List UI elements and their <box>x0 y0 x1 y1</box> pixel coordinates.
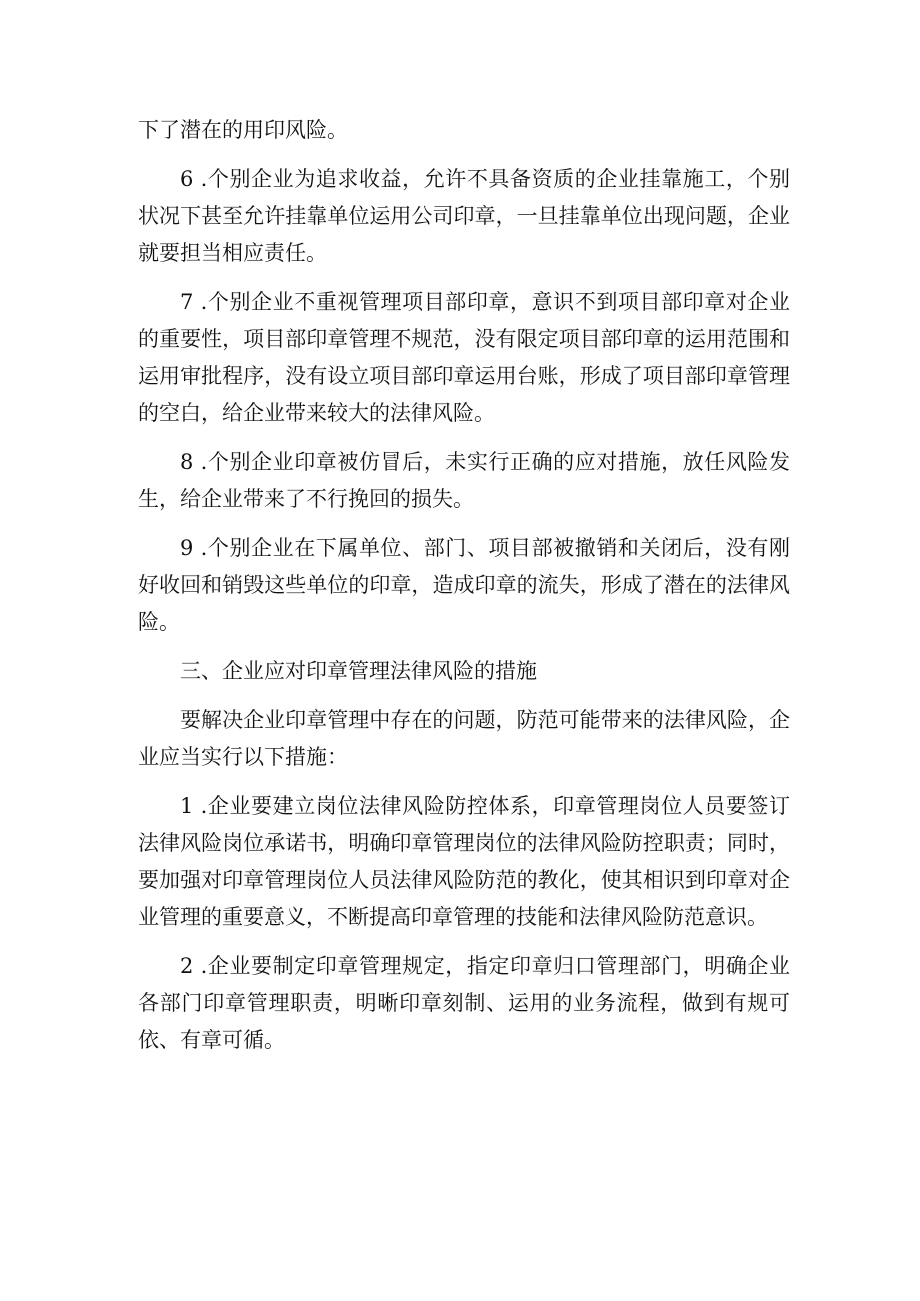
paragraph-item-7: 7 .个别企业不重视管理项目部印章，意识不到项目部印章对企业的重要性，项目部印章管理不规范，没有限定项目部印章的运用范围和运用审批程序，没有设立项目部印章运用台账，形成了项目部印章管理的空白，给企业带来较大的法律风险。 <box>138 290 790 425</box>
paragraph-item-9: 9 .个别企业在下属单位、部门、项目部被撤销和关闭后，没有刚好收回和销毁这些单位的印章，造成印章的流失，形成了潜在的法律风险。 <box>138 536 790 634</box>
paragraph-measure-1: 1 .企业要建立岗位法律风险防控体系，印章管理岗位人员要签订法律风险岗位承诺书，明确印章管理岗位的法律风险防控职责；同时，要加强对印章管理岗位人员法律风险防范的教化，使其相识到印章对企业管理的重要意义，不断提高印章管理的技能和法律风险防范意识。 <box>138 794 790 929</box>
paragraph-measure-2: 2 .企业要制定印章管理规定，指定印章归口管理部门，明确企业各部门印章管理职责，明晰印章刻制、运用的业务流程，做到有规可依、有章可循。 <box>138 954 790 1052</box>
document-body <box>138 112 790 1071</box>
paragraph-item-8: 8 .个别企业印章被仿冒后，未实行正确的应对措施，放任风险发生，给企业带来了不行挽回的损失。 <box>138 450 790 511</box>
paragraph-item-6: 6 .个别企业为追求收益，允许不具备资质的企业挂靠施工，个别状况下甚至允许挂靠单位运用公司印章，一旦挂靠单位出现问题，企业就要担当相应责任。 <box>138 167 790 265</box>
paragraph-intro: 要解决企业印章管理中存在的问题，防范可能带来的法律风险，企业应当实行以下措施： <box>138 708 790 769</box>
paragraph-continuation: 下了潜在的用印风险。 <box>138 118 348 142</box>
section-heading-3: 三、企业应对印章管理法律风险的措施 <box>180 659 537 683</box>
